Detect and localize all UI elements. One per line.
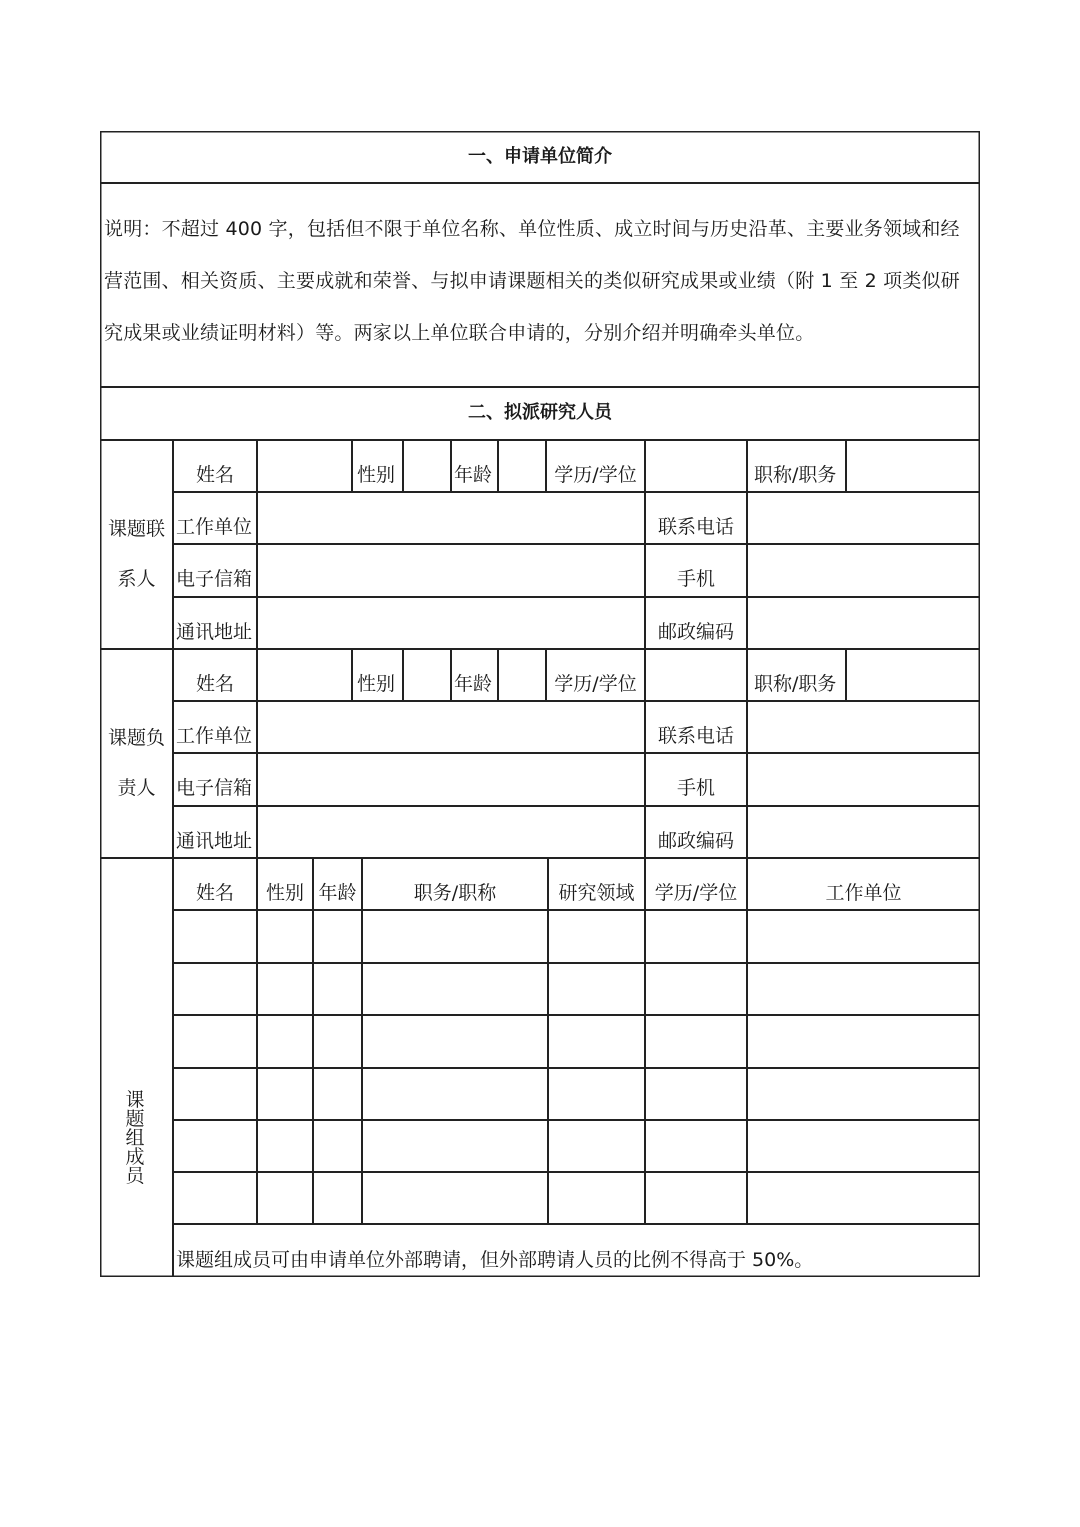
contact-phone-label: 联系电话: [657, 516, 734, 538]
leader-postcode-label: 邮政编码: [657, 830, 734, 852]
leader-email-field[interactable]: [257, 753, 645, 806]
contact-address-label: 通讯地址: [176, 621, 253, 643]
leader-mobile-label: 手机: [676, 777, 715, 799]
members-table-row[interactable]: [173, 1015, 980, 1068]
leader-age-field[interactable]: [498, 649, 546, 701]
contact-address-field[interactable]: [257, 597, 645, 649]
leader-age-label: 年龄: [454, 673, 493, 695]
leader-title-label: 职称/职务: [754, 673, 837, 695]
leader-phone-field[interactable]: [747, 701, 980, 753]
contact-gender-label: 性别: [357, 464, 396, 486]
section2-title: 二、拟派研究人员: [468, 402, 612, 423]
members-header-field: 研究领域: [558, 882, 635, 904]
contact-mobile-label: 手机: [676, 568, 715, 590]
leader-phone-label: 联系电话: [657, 725, 734, 747]
contact-name-label: 姓名: [195, 464, 234, 486]
application-form: [100, 131, 980, 1277]
members-header-gender: 性别: [265, 882, 304, 904]
contact-mobile-field[interactable]: [747, 544, 980, 597]
contact-phone-field[interactable]: [747, 492, 980, 544]
contact-age-field[interactable]: [498, 440, 546, 492]
contact-title-label: 职称/职务: [754, 464, 837, 486]
leader-group-label-line2: 责人: [117, 777, 156, 799]
contact-name-field[interactable]: [257, 440, 352, 492]
members-header-position: 职务/职称: [413, 882, 497, 904]
leader-group-label-line1: 课题负: [107, 727, 165, 749]
contact-education-label: 学历/学位: [554, 464, 637, 486]
contact-group-label-line1: 课题联: [107, 518, 165, 540]
contact-gender-field[interactable]: [403, 440, 451, 492]
members-header-age: 年龄: [318, 882, 357, 904]
members-header-name: 姓名: [195, 882, 234, 904]
leader-email-label: 电子信箱: [176, 777, 253, 799]
members-group-label: 课题组成员: [125, 1089, 145, 1187]
section1-title: 一、申请单位简介: [468, 146, 612, 167]
leader-gender-label: 性别: [357, 673, 396, 695]
leader-education-label: 学历/学位: [554, 673, 637, 695]
members-header-workplace: 工作单位: [825, 882, 902, 904]
leader-name-label: 姓名: [195, 673, 234, 695]
leader-address-field[interactable]: [257, 806, 645, 858]
contact-email-label: 电子信箱: [176, 568, 253, 590]
contact-title-field[interactable]: [846, 440, 980, 492]
members-table-row[interactable]: [173, 1172, 980, 1224]
leader-postcode-field[interactable]: [747, 806, 980, 858]
contact-email-field[interactable]: [257, 544, 645, 597]
contact-age-label: 年龄: [454, 464, 493, 486]
contact-group-label-line2: 系人: [117, 568, 156, 590]
leader-name-field[interactable]: [257, 649, 352, 701]
contact-postcode-field[interactable]: [747, 597, 980, 649]
contact-workplace-label: 工作单位: [176, 516, 253, 538]
section1-description: 说明：不超过 400 字，包括但不限于单位名称、单位性质、成立时间与历史沿革、主要业务领域和经营范围、相关资质、主要成就和荣誉、与拟申请课题相关的类似研究成果或业绩（附 1 至 2 项类似研究成果或业绩证明材料）等。两家以上单位联合申请的，分别介绍并明确牵头单位。: [104, 218, 960, 344]
contact-workplace-field[interactable]: [257, 492, 645, 544]
leader-gender-field[interactable]: [403, 649, 451, 701]
members-note: 课题组成员可由申请单位外部聘请，但外部聘请人员的比例不得高于 50%。: [176, 1249, 814, 1271]
members-table-row[interactable]: [173, 963, 980, 1015]
leader-workplace-field[interactable]: [257, 701, 645, 753]
leader-title-field[interactable]: [846, 649, 980, 701]
contact-education-field[interactable]: [645, 440, 747, 492]
members-table-row[interactable]: [173, 1068, 980, 1120]
leader-address-label: 通讯地址: [176, 830, 253, 852]
leader-mobile-field[interactable]: [747, 753, 980, 806]
members-header-education: 学历/学位: [654, 882, 738, 904]
members-table-row[interactable]: [173, 910, 980, 963]
contact-postcode-label: 邮政编码: [657, 621, 734, 643]
leader-workplace-label: 工作单位: [176, 725, 253, 747]
members-table-row[interactable]: [173, 1120, 980, 1172]
leader-education-field[interactable]: [645, 649, 747, 701]
